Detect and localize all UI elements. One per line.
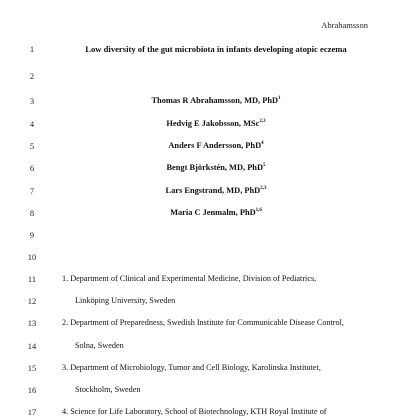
- line-number: 11: [27, 274, 37, 284]
- line-number: 15: [27, 363, 37, 373]
- author-name-text: Anders F Andersson, PhD: [168, 141, 262, 150]
- line-number: 8: [29, 208, 35, 218]
- affiliation-line: Linköping University, Sweden: [75, 296, 176, 305]
- author-affiliation-marker: 5: [263, 163, 266, 169]
- author-name: [60, 141, 372, 150]
- affiliation-line: Solna, Sweden: [75, 341, 124, 350]
- affiliation-line: 1. Department of Clinical and Experimental Medicine, Division of Pediatrics,: [62, 274, 317, 283]
- author-name-text: Maria C Jenmalm, PhD: [170, 208, 256, 217]
- line-number: 12: [27, 296, 37, 306]
- affiliation-line: Stockholm, Sweden: [75, 385, 141, 394]
- author-affiliation-marker: 4: [261, 141, 264, 147]
- author-affiliation-marker: 1,6: [255, 208, 262, 214]
- author-name: [60, 163, 372, 172]
- affiliation-line: 2. Department of Preparedness, Swedish Institute for Communicable Disease Control,: [62, 318, 344, 327]
- author-name-text: Thomas R Abrahamsson, MD, PhD: [151, 96, 279, 105]
- author-name-text: Bengt Björkstén, MD, PhD: [166, 163, 264, 172]
- line-number: 17: [27, 407, 37, 417]
- affiliation-line: 4. Science for Life Laboratory, School of Biotechnology, KTH Royal Institute of: [62, 407, 327, 416]
- running-head: Abrahamsson: [321, 20, 368, 30]
- paper-title: Low diversity of the gut microbiota in infants developing atopic eczema: [85, 44, 347, 54]
- affiliation-line: 3. Department of Microbiology, Tumor and Cell Biology, Karolinska Institutet,: [62, 363, 321, 372]
- author-name: [60, 186, 372, 195]
- line-number: 3: [29, 96, 35, 106]
- line-number: 13: [27, 318, 37, 328]
- line-number: 4: [29, 119, 35, 129]
- line-number: 14: [27, 341, 37, 351]
- author-affiliation-marker: 2,3: [260, 186, 267, 192]
- line-number: 9: [29, 230, 35, 240]
- author-name-text: Hedvig E Jakobsson, MSc: [166, 119, 260, 128]
- author-name: [60, 96, 372, 105]
- line-number: 5: [29, 141, 35, 151]
- author-affiliation-marker: 1: [278, 96, 281, 102]
- author-name-text: Lars Engstrand, MD, PhD: [165, 186, 261, 195]
- author-name: [60, 208, 372, 217]
- line-number: 6: [29, 163, 35, 173]
- author-affiliation-marker: 2,3: [259, 119, 266, 125]
- author-name: [60, 119, 372, 128]
- line-number: 7: [29, 186, 35, 196]
- line-number: 2: [29, 71, 35, 81]
- line-number: 16: [27, 385, 37, 395]
- line-number: 1: [29, 44, 35, 54]
- line-number: 10: [27, 252, 37, 262]
